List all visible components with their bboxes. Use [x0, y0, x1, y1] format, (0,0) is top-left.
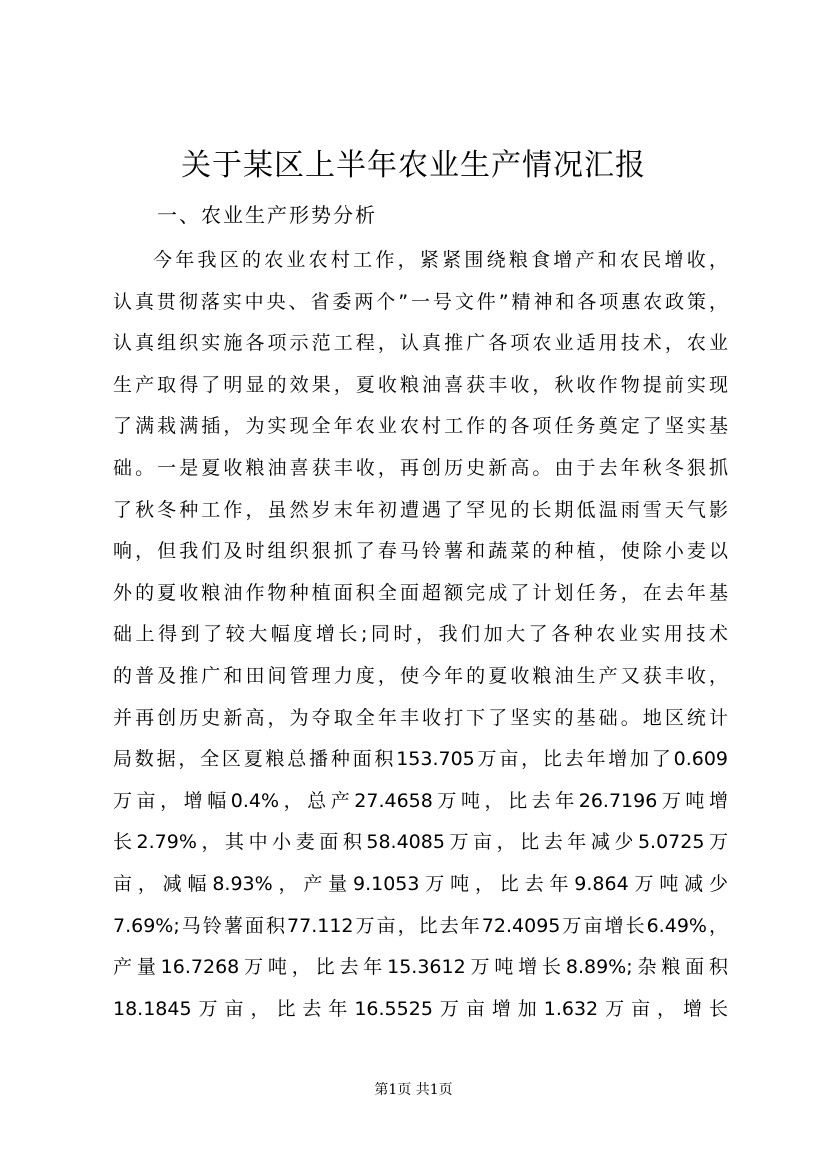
text-line: 局数据，全区夏粮总播种面积153.705万亩，比去年增加了0.609: [113, 748, 728, 771]
text-line: 18.1845万亩，比去年16.5525万亩增加1.632万亩，增长: [113, 997, 728, 1020]
text-line: 础。一是夏收粮油喜获丰收，再创历史新高。由于去年秋冬狠抓: [113, 456, 728, 479]
section-heading: 一、农业生产形势分析: [157, 203, 377, 227]
text-line: 响，但我们及时组织狠抓了春马铃薯和蔬菜的种植，使除小麦以: [113, 540, 728, 563]
text-line: 7.69%;马铃薯面积77.112万亩，比去年72.4095万亩增长6.49%，: [113, 914, 728, 937]
page-number-footer: 第1页 共1页: [374, 1082, 453, 1098]
text-line: 生产取得了明显的效果，夏收粮油喜获丰收，秋收作物提前实现: [113, 373, 728, 396]
text-line: 础上得到了较大幅度增长;同时，我们加大了各种农业实用技术: [113, 623, 728, 646]
text-line: 万亩，增幅0.4%，总产27.4658万吨，比去年26.7196万吨增: [113, 789, 728, 812]
text-line: 了秋冬种工作，虽然岁末年初遭遇了罕见的长期低温雨雪天气影: [113, 498, 728, 521]
text-line: 认真组织实施各项示范工程，认真推广各项农业适用技术，农业: [113, 332, 728, 355]
text-line: 并再创历史新高，为夺取全年丰收打下了坚实的基础。地区统计: [113, 706, 728, 729]
text-line: 了满栽满插，为实现全年农业农村工作的各项任务奠定了坚实基: [113, 415, 728, 438]
text-line: 亩，减幅8.93%，产量9.1053万吨，比去年9.864万吨减少: [113, 872, 728, 895]
text-line: 认真贯彻落实中央、省委两个”一号文件”精神和各项惠农政策，: [113, 290, 728, 313]
body-paragraph: [113, 240, 728, 1030]
text-line: 产量16.7268万吨，比去年15.3612万吨增长8.89%;杂粮面积: [113, 956, 728, 979]
text-line: 的普及推广和田间管理力度，使今年的夏收粮油生产又获丰收，: [113, 664, 728, 687]
document-title: 关于某区上半年农业生产情况汇报: [181, 148, 646, 183]
text-line: 长2.79%，其中小麦面积58.4085万亩，比去年减少5.0725万: [113, 831, 728, 854]
text-line: 外的夏收粮油作物种植面积全面超额完成了计划任务，在去年基: [113, 581, 728, 604]
text-line: 今年我区的农业农村工作，紧紧围绕粮食增产和农民增收，: [153, 249, 728, 271]
